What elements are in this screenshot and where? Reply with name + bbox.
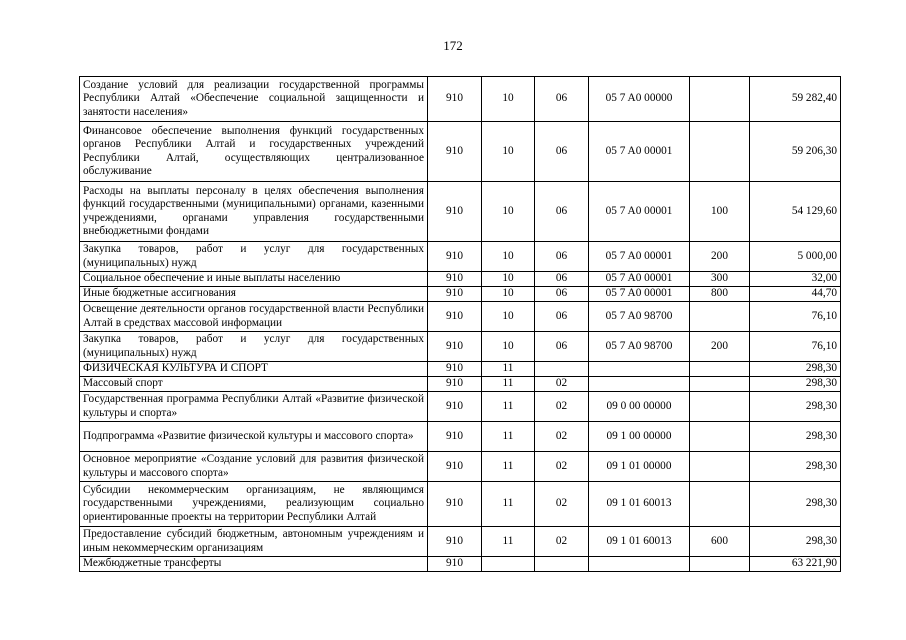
table-row bbox=[80, 482, 841, 527]
cell-section: 11 bbox=[482, 392, 535, 422]
budget-table bbox=[79, 76, 841, 572]
table-body bbox=[80, 77, 841, 572]
table-row bbox=[80, 182, 841, 242]
cell-section: 10 bbox=[482, 302, 535, 332]
cell-amount: 32,00 bbox=[750, 272, 841, 287]
row-description: Государственная программа Республики Алтай «Развитие физической культуры и спорта» bbox=[80, 392, 428, 422]
cell-grbs: 910 bbox=[428, 392, 482, 422]
cell-expense-type: 800 bbox=[690, 287, 750, 302]
cell-amount: 76,10 bbox=[750, 302, 841, 332]
cell-amount: 298,30 bbox=[750, 422, 841, 452]
cell-target-article: 05 7 A0 00000 bbox=[589, 77, 690, 122]
cell-expense-type: 200 bbox=[690, 242, 750, 272]
cell-expense-type: 100 bbox=[690, 182, 750, 242]
row-description: Иные бюджетные ассигнования bbox=[80, 287, 428, 302]
cell-subsection: 02 bbox=[535, 527, 589, 557]
cell-expense-type: 300 bbox=[690, 272, 750, 287]
cell-section: 11 bbox=[482, 452, 535, 482]
table-row bbox=[80, 392, 841, 422]
cell-grbs: 910 bbox=[428, 377, 482, 392]
cell-target-article: 09 0 00 00000 bbox=[589, 392, 690, 422]
cell-section: 10 bbox=[482, 77, 535, 122]
table-row bbox=[80, 302, 841, 332]
cell-grbs: 910 bbox=[428, 272, 482, 287]
cell-subsection: 06 bbox=[535, 242, 589, 272]
table-row bbox=[80, 377, 841, 392]
row-description: Предоставление субсидий бюджетным, автономным учреждениям и иным некоммерческим организациям bbox=[80, 527, 428, 557]
table-row bbox=[80, 122, 841, 182]
cell-subsection: 02 bbox=[535, 452, 589, 482]
cell-target-article: 09 1 01 60013 bbox=[589, 482, 690, 527]
cell-subsection: 02 bbox=[535, 392, 589, 422]
cell-grbs: 910 bbox=[428, 77, 482, 122]
cell-subsection: 06 bbox=[535, 182, 589, 242]
table-row bbox=[80, 332, 841, 362]
cell-target-article: 09 1 00 00000 bbox=[589, 422, 690, 452]
cell-expense-type bbox=[690, 302, 750, 332]
cell-target-article: 05 7 A0 98700 bbox=[589, 332, 690, 362]
row-description: Межбюджетные трансферты bbox=[80, 557, 428, 572]
cell-subsection: 06 bbox=[535, 122, 589, 182]
cell-target-article: 05 7 A0 98700 bbox=[589, 302, 690, 332]
cell-amount: 44,70 bbox=[750, 287, 841, 302]
cell-expense-type bbox=[690, 377, 750, 392]
cell-target-article: 05 7 A0 00001 bbox=[589, 182, 690, 242]
cell-target-article: 05 7 A0 00001 bbox=[589, 242, 690, 272]
cell-grbs: 910 bbox=[428, 182, 482, 242]
cell-amount: 59 282,40 bbox=[750, 77, 841, 122]
cell-section: 10 bbox=[482, 182, 535, 242]
cell-expense-type bbox=[690, 557, 750, 572]
table-row bbox=[80, 272, 841, 287]
cell-grbs: 910 bbox=[428, 452, 482, 482]
cell-grbs: 910 bbox=[428, 557, 482, 572]
cell-target-article bbox=[589, 377, 690, 392]
cell-section: 10 bbox=[482, 287, 535, 302]
cell-grbs: 910 bbox=[428, 287, 482, 302]
cell-section: 10 bbox=[482, 272, 535, 287]
row-description: Закупка товаров, работ и услуг для государственных (муниципальных) нужд bbox=[80, 242, 428, 272]
cell-section: 10 bbox=[482, 332, 535, 362]
cell-expense-type bbox=[690, 122, 750, 182]
cell-grbs: 910 bbox=[428, 242, 482, 272]
cell-expense-type bbox=[690, 362, 750, 377]
cell-section: 10 bbox=[482, 122, 535, 182]
cell-expense-type bbox=[690, 422, 750, 452]
cell-grbs: 910 bbox=[428, 362, 482, 377]
cell-amount: 298,30 bbox=[750, 377, 841, 392]
cell-section bbox=[482, 557, 535, 572]
table-row bbox=[80, 452, 841, 482]
row-description: Подпрограмма «Развитие физической культуры и массового спорта» bbox=[80, 422, 428, 452]
cell-target-article: 05 7 A0 00001 bbox=[589, 287, 690, 302]
cell-subsection bbox=[535, 362, 589, 377]
cell-subsection bbox=[535, 557, 589, 572]
cell-amount: 54 129,60 bbox=[750, 182, 841, 242]
cell-grbs: 910 bbox=[428, 332, 482, 362]
cell-section: 11 bbox=[482, 362, 535, 377]
cell-amount: 298,30 bbox=[750, 392, 841, 422]
cell-target-article: 05 7 A0 00001 bbox=[589, 122, 690, 182]
cell-expense-type bbox=[690, 482, 750, 527]
table-row bbox=[80, 77, 841, 122]
cell-subsection: 06 bbox=[535, 302, 589, 332]
row-description: Расходы на выплаты персоналу в целях обеспечения выполнения функций государственными (муниципальными) органами, казенными учреждениями, органами управления государственными внебюджетными фондами bbox=[80, 182, 428, 242]
cell-expense-type bbox=[690, 77, 750, 122]
cell-amount: 298,30 bbox=[750, 482, 841, 527]
table-row bbox=[80, 242, 841, 272]
cell-expense-type: 600 bbox=[690, 527, 750, 557]
cell-amount: 59 206,30 bbox=[750, 122, 841, 182]
cell-subsection: 02 bbox=[535, 482, 589, 527]
cell-subsection: 06 bbox=[535, 77, 589, 122]
cell-section: 11 bbox=[482, 527, 535, 557]
cell-amount: 298,30 bbox=[750, 527, 841, 557]
cell-target-article bbox=[589, 557, 690, 572]
table-row bbox=[80, 362, 841, 377]
cell-target-article: 05 7 A0 00001 bbox=[589, 272, 690, 287]
cell-expense-type bbox=[690, 452, 750, 482]
cell-subsection: 02 bbox=[535, 377, 589, 392]
table-row bbox=[80, 422, 841, 452]
cell-amount: 5 000,00 bbox=[750, 242, 841, 272]
cell-amount: 298,30 bbox=[750, 452, 841, 482]
cell-amount: 298,30 bbox=[750, 362, 841, 377]
row-description: Финансовое обеспечение выполнения функций государственных органов Республики Алтай и государственных учреждений Республики Алтай, осуществляющих централизованное обслуживание bbox=[80, 122, 428, 182]
cell-grbs: 910 bbox=[428, 122, 482, 182]
table-row bbox=[80, 287, 841, 302]
cell-section: 11 bbox=[482, 422, 535, 452]
row-description: Создание условий для реализации государственной программы Республики Алтай «Обеспечение социальной защищенности и занятости населения» bbox=[80, 77, 428, 122]
row-description: Субсидии некоммерческим организациям, не являющимся государственными учреждениями, реализующим социально ориентированные проекты на территории Республики Алтай bbox=[80, 482, 428, 527]
row-description: Закупка товаров, работ и услуг для государственных (муниципальных) нужд bbox=[80, 332, 428, 362]
cell-amount: 63 221,90 bbox=[750, 557, 841, 572]
cell-grbs: 910 bbox=[428, 482, 482, 527]
cell-expense-type bbox=[690, 392, 750, 422]
cell-grbs: 910 bbox=[428, 422, 482, 452]
cell-section: 11 bbox=[482, 377, 535, 392]
row-description: Массовый спорт bbox=[80, 377, 428, 392]
cell-target-article: 09 1 01 60013 bbox=[589, 527, 690, 557]
cell-subsection: 06 bbox=[535, 272, 589, 287]
cell-subsection: 06 bbox=[535, 287, 589, 302]
cell-subsection: 06 bbox=[535, 332, 589, 362]
cell-subsection: 02 bbox=[535, 422, 589, 452]
cell-expense-type: 200 bbox=[690, 332, 750, 362]
table-row bbox=[80, 527, 841, 557]
cell-section: 11 bbox=[482, 482, 535, 527]
cell-amount: 76,10 bbox=[750, 332, 841, 362]
row-description: Основное мероприятие «Создание условий для развития физической культуры и массового спорта» bbox=[80, 452, 428, 482]
cell-target-article: 09 1 01 00000 bbox=[589, 452, 690, 482]
page-number: 172 bbox=[443, 38, 463, 53]
cell-grbs: 910 bbox=[428, 527, 482, 557]
cell-section: 10 bbox=[482, 242, 535, 272]
row-description: Социальное обеспечение и иные выплаты населению bbox=[80, 272, 428, 287]
table-row bbox=[80, 557, 841, 572]
cell-grbs: 910 bbox=[428, 302, 482, 332]
row-description: ФИЗИЧЕСКАЯ КУЛЬТУРА И СПОРТ bbox=[80, 362, 428, 377]
row-description: Освещение деятельности органов государственной власти Республики Алтай в средствах массовой информации bbox=[80, 302, 428, 332]
cell-target-article bbox=[589, 362, 690, 377]
